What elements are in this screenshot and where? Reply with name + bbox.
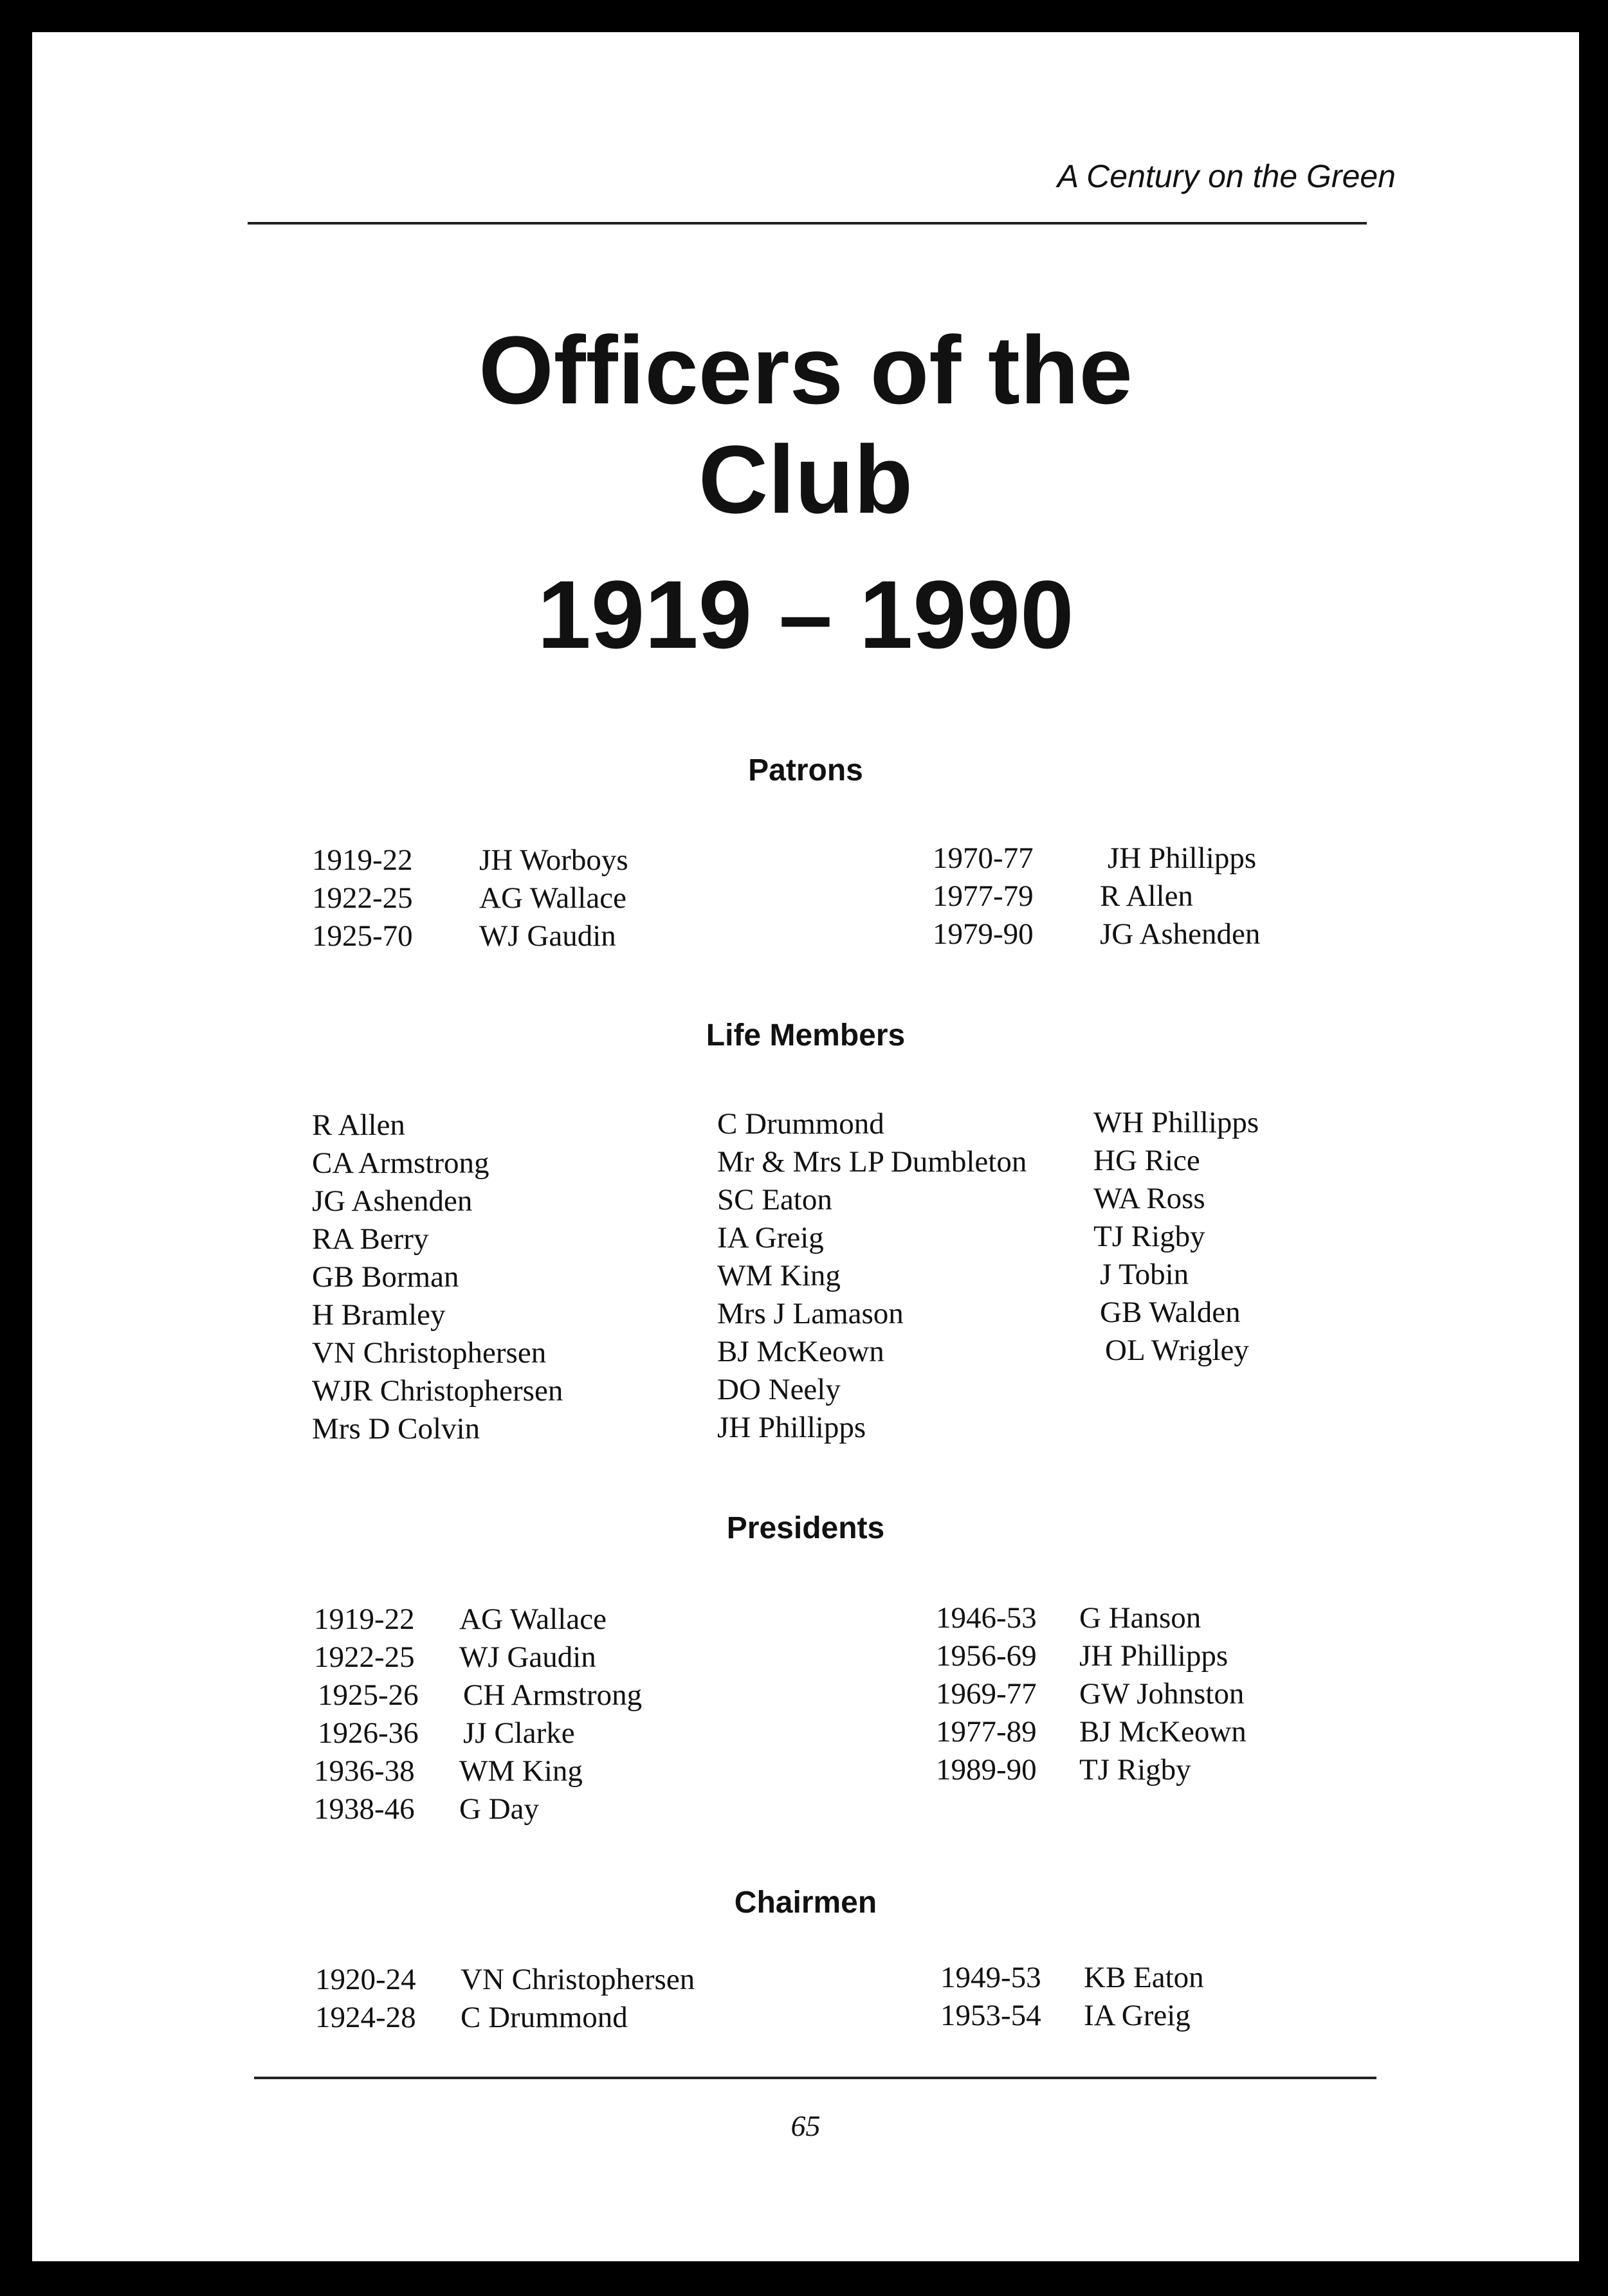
officer-name: JG Ashenden [1100, 917, 1261, 951]
list-item: H Bramley [312, 1298, 446, 1332]
years: 1946-53 [936, 1601, 1037, 1635]
years: 1920-24 [315, 1963, 416, 1996]
list-item: JG Ashenden [312, 1184, 473, 1218]
officer-name: WM King [459, 1754, 583, 1788]
years: 1925-70 [312, 919, 413, 953]
list-item: IA Greig [717, 1221, 824, 1254]
list-item: Mrs D Colvin [312, 1412, 480, 1446]
page-title [32, 315, 1579, 534]
officer-name: C Drummond [461, 2001, 628, 2034]
patrons-heading: Patrons [748, 753, 863, 787]
page-title-years: 1919 – 1990 [537, 560, 1074, 668]
years: 1925-26 [318, 1678, 419, 1712]
list-item: C Drummond [717, 1107, 884, 1141]
years: 1956-69 [936, 1639, 1037, 1673]
list-item: WA Ross [1093, 1182, 1205, 1215]
life-members-col-3 [1093, 1104, 1259, 1370]
officer-name: WJ Gaudin [479, 919, 616, 953]
years: 1919-22 [312, 843, 413, 877]
list-item: WJR Christophersen [312, 1374, 563, 1408]
list-item: J Tobin [1100, 1258, 1189, 1291]
list-item: GB Walden [1100, 1296, 1241, 1329]
officer-name: G Hanson [1079, 1601, 1201, 1635]
years: 1977-89 [936, 1715, 1037, 1749]
footer-rule [254, 2077, 1376, 2079]
officer-name: KB Eaton [1084, 1961, 1204, 1994]
years: 1936-38 [314, 1754, 415, 1788]
officer-name: WJ Gaudin [459, 1640, 596, 1674]
list-item: DO Neely [717, 1373, 841, 1406]
presidents-heading: Presidents [726, 1511, 885, 1545]
list-item: RA Berry [312, 1222, 429, 1256]
list-item: HG Rice [1093, 1144, 1200, 1177]
officer-name: VN Christophersen [461, 1963, 695, 1996]
years: 1949-53 [940, 1961, 1041, 1994]
list-item: SC Eaton [717, 1183, 832, 1217]
officer-name: G Day [459, 1792, 539, 1826]
list-item: CA Armstrong [312, 1146, 489, 1180]
list-item: WH Phillipps [1093, 1106, 1259, 1139]
list-item: Mr & Mrs LP Dumbleton [717, 1145, 1027, 1179]
years: 1938-46 [314, 1792, 415, 1826]
header-rule [248, 222, 1367, 225]
list-item: R Allen [312, 1108, 405, 1142]
years: 1970-77 [933, 841, 1034, 875]
years: 1953-54 [940, 1999, 1041, 2032]
list-item: BJ McKeown [717, 1335, 884, 1368]
years: 1969-77 [936, 1677, 1037, 1711]
years: 1989-90 [936, 1753, 1037, 1786]
running-header: A Century on the Green [1057, 158, 1396, 194]
officer-name: IA Greig [1084, 1999, 1191, 2032]
list-item: JH Phillipps [717, 1411, 866, 1444]
chairmen-heading: Chairmen [734, 1886, 877, 1920]
officer-name: JH Phillipps [1079, 1639, 1229, 1673]
officer-name: JH Phillipps [1108, 841, 1257, 875]
officer-name: AG Wallace [479, 881, 626, 915]
officer-name: GW Johnston [1079, 1677, 1245, 1711]
officer-name: TJ Rigby [1079, 1753, 1191, 1786]
years: 1926-36 [318, 1716, 419, 1750]
page-number: 65 [790, 2109, 821, 2142]
page-title-line1: Officers of the [479, 316, 1133, 424]
life-members-col-1 [312, 1107, 563, 1448]
list-item: TJ Rigby [1093, 1220, 1205, 1253]
years: 1922-25 [312, 881, 413, 915]
page-title-line2: Club [698, 425, 913, 533]
officer-name: JJ Clarke [463, 1716, 575, 1750]
years: 1979-90 [933, 917, 1034, 951]
list-item: GB Borman [312, 1260, 459, 1294]
list-item: Mrs J Lamason [717, 1297, 904, 1330]
list-item: OL Wrigley [1105, 1334, 1249, 1367]
officer-name: BJ McKeown [1079, 1715, 1247, 1749]
officer-name: AG Wallace [459, 1603, 607, 1636]
officer-name: CH Armstrong [463, 1678, 643, 1712]
years: 1977-79 [933, 879, 1034, 913]
life-members-heading: Life Members [706, 1018, 906, 1052]
years: 1919-22 [314, 1603, 415, 1636]
officer-name: R Allen [1100, 879, 1193, 913]
officer-name: JH Worboys [479, 843, 628, 877]
list-item: VN Christophersen [312, 1336, 547, 1370]
years: 1924-28 [315, 2001, 416, 2034]
book-page [32, 32, 1579, 2261]
life-members-col-2 [717, 1105, 1027, 1447]
years: 1922-25 [314, 1640, 415, 1674]
list-item: WM King [717, 1259, 841, 1292]
